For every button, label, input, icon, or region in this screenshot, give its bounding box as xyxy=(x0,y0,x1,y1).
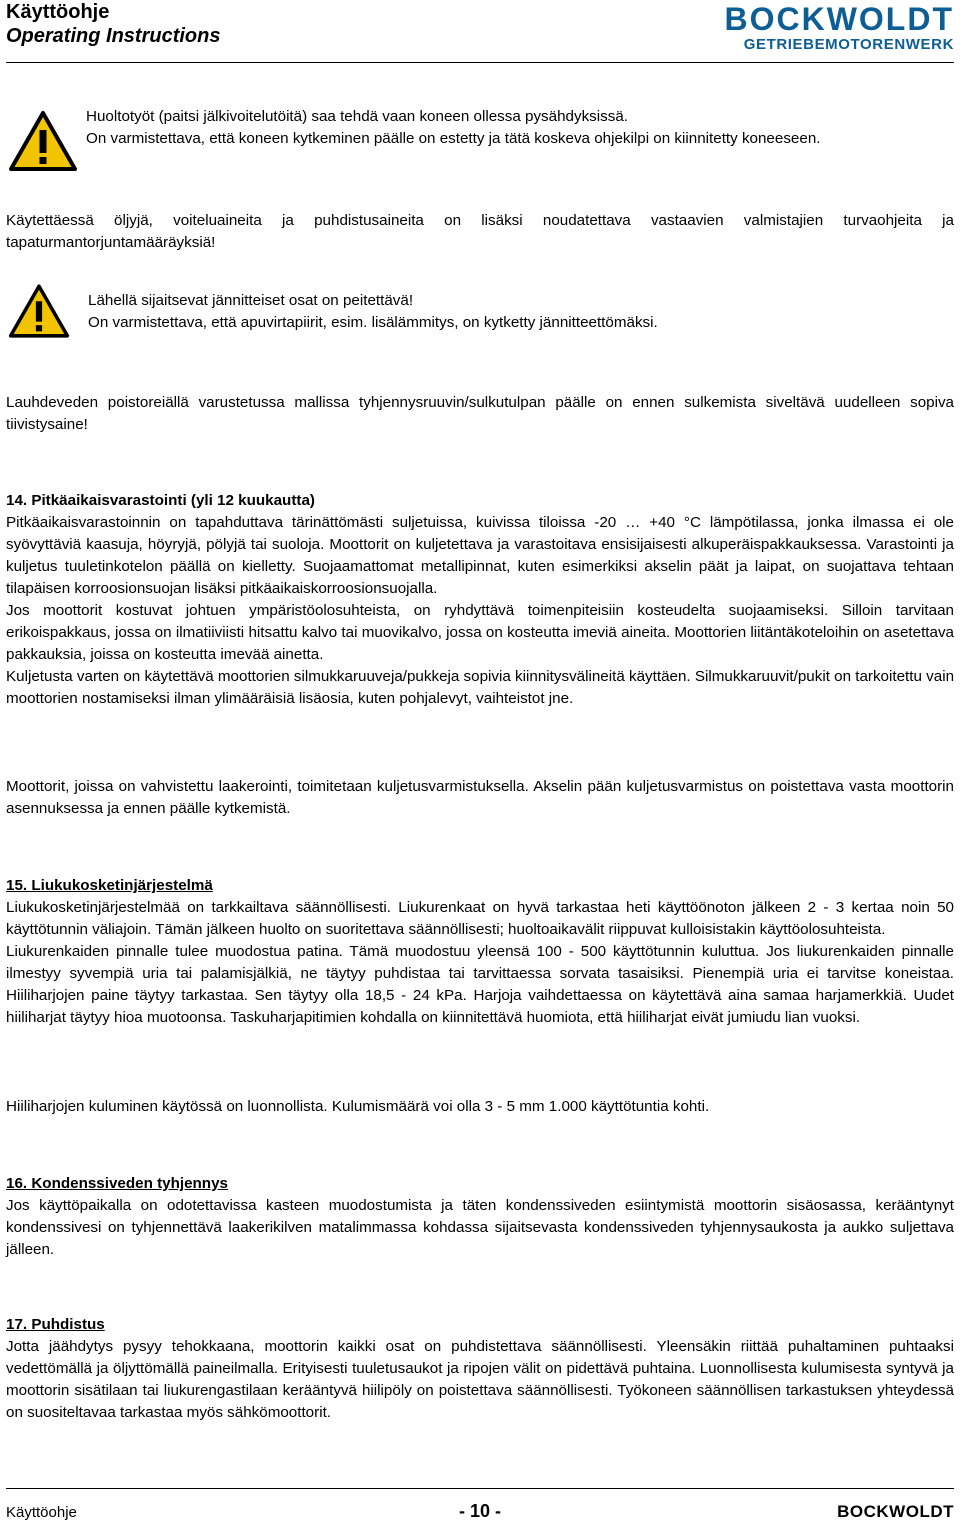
warning-maintenance-text: Huoltotyöt (paitsi jälkivoitelutöitä) saa tehdä vaan koneen ollessa pysähdyksissä. On varmistettava, että koneen kytkeminen päälle on estetty ja tätä koskeva ohjekilpi on kiinnitetty koneeseen. xyxy=(86,108,821,147)
header-divider xyxy=(6,62,954,63)
warning-live-parts-text: Lähellä sijaitsevat jännitteiset osat on peitettävä! On varmistettava, että apuvirtapiirit, esim. lisälämmitys, on kytketty jännitteettömäksi. xyxy=(88,292,658,331)
section-17-body: Jotta jäähdytys pysyy tehokkaana, moottorin kaikki osat on puhdistettava säännöllisesti. Yleensäkin riittää puhaltaminen puhtaaksi vedettömällä ja öljyttömällä paineilmalla. Erityisesti tuuletusaukot ja ripojen välit on pidettävä puhtaina. Luonnollisesta kulumisesta syntyvä ja moottorin sisätilaan tai liukurengastilaan kerääntyvä hiilipöly on poistettava säännöllisesti. Työkoneen säännöllisen tarkastuksen yhteydessä on suositeltavaa tarkastaa myös sähkömoottorit. xyxy=(6,1338,954,1421)
section-17-heading-text: 17. Puhdistus xyxy=(6,1316,105,1333)
brand-tagline: GETRIEBEMOTORENWERK xyxy=(743,36,954,53)
footer-document-name: Käyttöohje xyxy=(6,1504,77,1521)
section-16-body: Jos käyttöpaikalla on odotettavissa kasteen muodostumista ja täten kondenssiveden esiintymistä moottorin sisäosassa, kerääntynyt kondenssivesi on tyhjennettävä laakerikilven matalimmassa kohdassa sijaitsevasta kondenssiveden tyhjennysaukosta ja aukko suljettava jälleen. xyxy=(6,1197,954,1258)
document-title: Käyttöohje xyxy=(6,1,110,23)
paragraph-safety-instructions: Käytettäessä öljyjä, voiteluaineita ja puhdistusaineita on lisäksi noudatettava vastaavien valmistajien turvaohjeita ja tapaturmantorjuntamääräyksiä! xyxy=(6,212,954,251)
section-15-heading xyxy=(6,875,213,897)
footer-divider xyxy=(6,1488,954,1489)
section-15-body: Liukukosketinjärjestelmää on tarkkailtava säännöllisesti. Liukurenkaat on hyvä tarkastaa heti käyttöönoton jälkeen 2 - 3 kertaa noin 50 käyttötunnin väliajoin. Tämän jälkeen huolto on suoritettava säännöllisesti; huoltoaikavälit riippuvat kulloisistakin käyttöolosuhteista. Liukurenkaiden pinnalle tulee muodostua patina. Tämä muodostuu yleensä 100 - 500 käyttötunnin kuluttua. Jos liukurenkaiden pinnalle ilmestyy syvempiä uria tai palamisjälkiä, ne täytyy puhdistaa tai tarvittaessa sorvata tasaisiksi. Pienempiä uria ei tarvitse koneistaa. Hiiliharjojen paine täytyy tarkastaa. Sen täytyy olla 18,5 - 24 kPa. Harjoja vaihdettaessa on käytettävä aina samaa harjamerkkiä. Uudet hiiliharjat täytyy hioa muotoonsa. Taskuharjapitimien kohdalla on kiinnitettävä huomiota, että hiiliharjat eivät jumiudu lian vuoksi. xyxy=(6,899,954,1026)
section-16-heading xyxy=(6,1173,228,1195)
section-14-body-2: Moottorit, joissa on vahvistettu laakerointi, toimitetaan kuljetusvarmistuksella. Akselin pään kuljetusvarmistus on poistettava vasta moottorin asennuksessa ja ennen päälle kytkemistä. xyxy=(6,778,954,817)
section-14-heading: 14. Pitkäaikaisvarastointi (yli 12 kuukautta) xyxy=(6,492,315,509)
brand-name: BOCKWOLDT xyxy=(724,1,954,37)
warning-triangle-icon xyxy=(8,110,78,172)
section-15-body-2: Hiiliharjojen kuluminen käytössä on luonnollista. Kulumismäärä voi olla 3 - 5 mm 1.000 käyttötuntia kohti. xyxy=(6,1098,710,1115)
footer-brand: BOCKWOLDT xyxy=(837,1502,954,1521)
page-number: - 10 - xyxy=(458,1501,501,1521)
section-16-heading-text: 16. Kondenssiveden tyhjennys xyxy=(6,1175,228,1192)
warning-triangle-icon xyxy=(8,283,70,339)
document-subtitle: Operating Instructions xyxy=(6,25,221,47)
section-14-body: Pitkäaikaisvarastoinnin on tapahduttava tärinättömästi suljetuissa, kuivissa tiloissa -20 … +40 °C lämpötilassa, jonka ilmassa ei ole syövyttäviä kaasuja, höyryjä, pölyjä tai suoloja. Moottorit on kuljetettava ja varastoitava ensisijaisesti alkuperäispakkauksessa. Varastointi ja kuljetus tuuletinkotelon päällä on kielletty. Suojaamattomat metallipinnat, kuten esimerkiksi akselin päät ja laipat, on suojattava tehtaan tilapäisen korroosionsuojan lisäksi pitkäaikaiskorroosionsuojalla. Jos moottorit kostuvat johtuen ympäristöolosuhteista, on ryhdyttävä toimenpiteisiin kosteudelta suojaamiseksi. Silloin tarvitaan erikoispakkaus, jossa on ilmatiiviisti hitsattu kalvo tai muovikalvo, jossa on kosteutta imeviä aineita. Moottorien liitäntäkoteloihin on asetettava pakkauksia, joissa on kosteutta imevää ainetta. Kuljetusta varten on käytettävä moottorien silmukkaruuveja/pukkeja sopivia kiinnitysvälineitä käyttäen. Silmukkaruuvit/pukit on tarkoitettu vain moottorien nostamiseksi ilman ylimääräisiä lisäosia, kuten pohjalevyt, vaihteistot jne. xyxy=(6,514,955,707)
paragraph-condensate-drain: Lauhdeveden poistoreiällä varustetussa mallissa tyhjennysruuvin/sulkutulpan päälle on ennen sulkemista siveltävä uudelleen sopiva tiivistysaine! xyxy=(6,394,954,433)
section-15-heading-text: 15. Liukukosketinjärjestelmä xyxy=(6,877,213,894)
section-17-heading xyxy=(6,1314,105,1336)
brand-logo xyxy=(724,2,954,54)
